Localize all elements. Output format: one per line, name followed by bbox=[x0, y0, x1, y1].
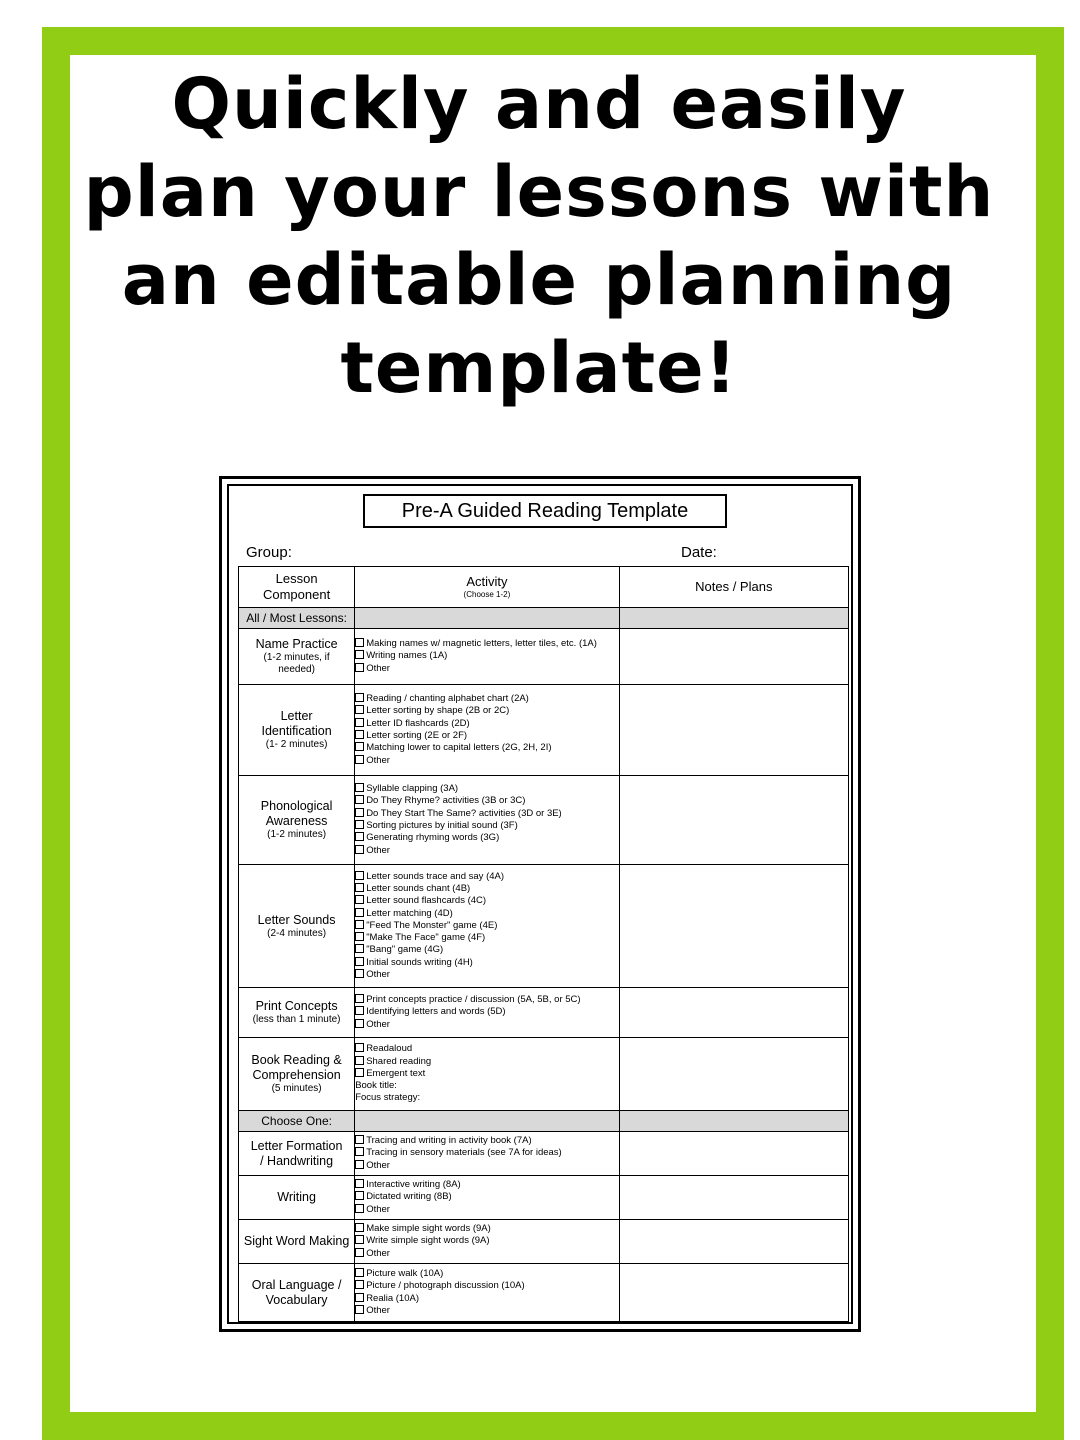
activity-label: Print concepts practice / discussion (5A, 5B, or 5C) bbox=[366, 994, 581, 1006]
section-row bbox=[239, 608, 849, 629]
activity-option[interactable] bbox=[355, 1068, 618, 1080]
section-notes-cell bbox=[619, 1111, 848, 1132]
headline-line: template! bbox=[340, 327, 738, 409]
checkbox-icon[interactable] bbox=[355, 895, 364, 904]
headline-line: an editable planning bbox=[121, 239, 957, 321]
table-header-row bbox=[239, 567, 849, 608]
component-name: Awareness bbox=[265, 814, 328, 828]
activity-label: Other bbox=[366, 1159, 390, 1171]
activity-label: Other bbox=[366, 1203, 390, 1215]
component-name: Identification bbox=[261, 724, 332, 738]
checkbox-icon[interactable] bbox=[355, 663, 364, 672]
activity-cell bbox=[355, 776, 619, 865]
checkbox-icon[interactable] bbox=[355, 1248, 364, 1257]
checkbox-icon[interactable] bbox=[355, 908, 364, 917]
activity-label: Do They Rhyme? activities (3B or 3C) bbox=[366, 795, 526, 807]
component-name: Sight Word Making bbox=[243, 1234, 350, 1248]
section-label: Choose One: bbox=[239, 1111, 355, 1132]
activity-cell bbox=[355, 685, 619, 776]
checkbox-icon[interactable] bbox=[355, 1147, 364, 1156]
activity-option[interactable] bbox=[355, 1043, 618, 1055]
component-name: Vocabulary bbox=[265, 1292, 328, 1307]
activity-label: Emergent text bbox=[366, 1067, 426, 1079]
header-lesson-component bbox=[239, 567, 355, 608]
component-name: Writing bbox=[277, 1190, 316, 1204]
activity-option[interactable] bbox=[355, 808, 618, 820]
checkbox-icon[interactable] bbox=[355, 693, 364, 702]
table-row bbox=[239, 988, 849, 1038]
lesson-component-cell bbox=[239, 1038, 355, 1111]
activity-option[interactable] bbox=[355, 1223, 618, 1235]
checkbox-icon[interactable] bbox=[355, 1268, 364, 1277]
activity-option[interactable] bbox=[355, 705, 618, 717]
table-row bbox=[239, 685, 849, 776]
lesson-component-cell bbox=[239, 1132, 355, 1176]
checkbox-icon[interactable] bbox=[355, 944, 364, 953]
checkbox-icon[interactable] bbox=[355, 932, 364, 941]
activity-option[interactable] bbox=[355, 845, 618, 857]
activity-option[interactable] bbox=[355, 1293, 618, 1305]
activity-label: Other bbox=[366, 754, 390, 766]
template-sheet bbox=[219, 476, 861, 1332]
table-row bbox=[239, 1176, 849, 1220]
header-notes: Notes / Plans bbox=[619, 567, 848, 608]
activity-option[interactable] bbox=[355, 783, 618, 795]
checkbox-icon[interactable] bbox=[355, 832, 364, 841]
activity-option[interactable] bbox=[355, 969, 618, 981]
component-name: Comprehension bbox=[252, 1068, 341, 1082]
notes-cell[interactable] bbox=[619, 776, 848, 865]
checkbox-icon[interactable] bbox=[355, 638, 364, 647]
component-time: (2-4 minutes) bbox=[267, 927, 327, 939]
checkbox-icon[interactable] bbox=[355, 1068, 364, 1077]
activity-option[interactable] bbox=[355, 755, 618, 767]
component-name: Print Concepts bbox=[255, 999, 338, 1013]
header-component-line: Lesson bbox=[275, 571, 318, 586]
lesson-component-cell bbox=[239, 1176, 355, 1220]
activity-label: "Bang" game (4G) bbox=[366, 944, 444, 956]
component-name: Phonological bbox=[260, 799, 333, 813]
activity-option[interactable] bbox=[355, 1191, 618, 1203]
activity-label: Shared reading bbox=[366, 1055, 432, 1067]
activity-option[interactable] bbox=[355, 718, 618, 730]
checkbox-icon[interactable] bbox=[355, 1235, 364, 1244]
checkbox-icon[interactable] bbox=[355, 795, 364, 804]
activity-option[interactable] bbox=[355, 1235, 618, 1247]
component-time: (1-2 minutes) bbox=[267, 829, 327, 840]
activity-label: Letter sorting by shape (2B or 2C) bbox=[366, 705, 510, 717]
activity-option[interactable] bbox=[355, 895, 618, 907]
activity-cell bbox=[355, 1220, 619, 1264]
checkbox-icon[interactable] bbox=[355, 718, 364, 727]
checkbox-icon[interactable] bbox=[355, 1006, 364, 1015]
activity-cell bbox=[355, 1264, 619, 1322]
table-row bbox=[239, 776, 849, 865]
checkbox-icon[interactable] bbox=[355, 1204, 364, 1213]
checkbox-icon[interactable] bbox=[355, 1056, 364, 1065]
activity-option[interactable] bbox=[355, 908, 618, 920]
header-activity bbox=[355, 567, 619, 608]
table-row bbox=[239, 865, 849, 988]
section-row bbox=[239, 1111, 849, 1132]
checkbox-icon[interactable] bbox=[355, 808, 364, 817]
activity-option[interactable] bbox=[355, 1135, 618, 1147]
activity-cell bbox=[355, 988, 619, 1038]
activity-label: Picture walk (10A) bbox=[366, 1267, 444, 1279]
activity-option[interactable] bbox=[355, 1006, 618, 1018]
checkbox-icon[interactable] bbox=[355, 1293, 364, 1302]
activity-option[interactable] bbox=[355, 1056, 618, 1068]
section-notes-cell bbox=[619, 608, 848, 629]
headline-line: plan your lessons with bbox=[83, 151, 995, 233]
notes-cell[interactable] bbox=[619, 865, 848, 988]
checkbox-icon[interactable] bbox=[355, 871, 364, 880]
activity-option[interactable] bbox=[355, 944, 618, 956]
activity-label: Other bbox=[366, 662, 390, 674]
sheet-inner-border bbox=[227, 484, 853, 1324]
activity-label: Sorting pictures by initial sound (3F) bbox=[366, 820, 518, 831]
activity-plain-line: Book title: bbox=[355, 1080, 397, 1092]
header-component-line: Component bbox=[262, 587, 331, 602]
activity-label: Syllable clapping (3A) bbox=[366, 783, 459, 795]
activity-cell bbox=[355, 1176, 619, 1220]
activity-option[interactable] bbox=[355, 957, 618, 969]
checkbox-icon[interactable] bbox=[355, 820, 364, 829]
checkbox-icon[interactable] bbox=[355, 957, 364, 966]
checkbox-icon[interactable] bbox=[355, 730, 364, 739]
activity-option[interactable] bbox=[355, 795, 618, 807]
section-label: All / Most Lessons: bbox=[239, 608, 355, 629]
activity-label: Letter ID flashcards (2D) bbox=[366, 717, 470, 729]
activity-label: "Feed The Monster" game (4E) bbox=[366, 919, 498, 931]
notes-cell[interactable] bbox=[619, 1132, 848, 1176]
component-name: Oral Language / bbox=[251, 1277, 342, 1292]
lesson-plan-table bbox=[238, 566, 849, 1322]
activity-label: Dictated writing (8B) bbox=[366, 1191, 452, 1203]
activity-label: Making names w/ magnetic letters, letter tiles, etc. (1A) bbox=[366, 638, 597, 650]
component-name: Letter Formation bbox=[250, 1138, 343, 1153]
activity-option[interactable] bbox=[355, 1147, 618, 1159]
checkbox-icon[interactable] bbox=[355, 742, 364, 751]
sheet-title: Pre-A Guided Reading Template bbox=[363, 494, 727, 528]
activity-cell bbox=[355, 865, 619, 988]
activity-label: Letter matching (4D) bbox=[366, 907, 453, 919]
lesson-component-cell bbox=[239, 1264, 355, 1322]
header-activity-sub: (Choose 1-2) bbox=[463, 590, 511, 599]
group-label: Group: bbox=[246, 544, 292, 561]
component-name: / Handwriting bbox=[260, 1153, 334, 1168]
activity-option[interactable] bbox=[355, 883, 618, 895]
activity-label: Readaloud bbox=[366, 1043, 413, 1055]
activity-cell bbox=[355, 1038, 619, 1111]
activity-label: Do They Start The Same? activities (3D or 3E) bbox=[366, 807, 562, 819]
activity-label: Letter sorting (2E or 2F) bbox=[366, 730, 468, 741]
activity-label: Other bbox=[366, 1247, 390, 1259]
activity-option[interactable] bbox=[355, 1160, 618, 1172]
checkbox-icon[interactable] bbox=[355, 1191, 364, 1200]
component-time: (1- 2 minutes) bbox=[265, 739, 328, 750]
table-row bbox=[239, 629, 849, 685]
component-time: needed) bbox=[278, 664, 315, 675]
component-name: Letter Sounds bbox=[257, 912, 336, 927]
activity-option[interactable] bbox=[355, 730, 618, 742]
header-activity-label: Activity bbox=[466, 574, 508, 589]
component-name: Name Practice bbox=[255, 637, 338, 651]
activity-label: Reading / chanting alphabet chart (2A) bbox=[366, 693, 529, 705]
lesson-component-cell bbox=[239, 776, 355, 865]
component-time: (5 minutes) bbox=[271, 1083, 322, 1094]
headline-line: Quickly and easily bbox=[171, 63, 907, 145]
activity-option[interactable] bbox=[355, 1019, 618, 1031]
activity-cell bbox=[355, 1132, 619, 1176]
activity-label: Identifying letters and words (5D) bbox=[366, 1006, 506, 1018]
activity-option[interactable] bbox=[355, 832, 618, 844]
checkbox-icon[interactable] bbox=[355, 783, 364, 792]
activity-option[interactable] bbox=[355, 932, 618, 944]
activity-option[interactable] bbox=[355, 1268, 618, 1280]
checkbox-icon[interactable] bbox=[355, 650, 364, 659]
notes-cell[interactable] bbox=[619, 1220, 848, 1264]
activity-label: Picture / photograph discussion (10A) bbox=[366, 1280, 525, 1292]
lesson-component-cell bbox=[239, 1220, 355, 1264]
activity-label: Other bbox=[366, 1018, 390, 1030]
checkbox-icon[interactable] bbox=[355, 1179, 364, 1188]
activity-label: Letter sound flashcards (4C) bbox=[366, 895, 487, 907]
activity-label: Write simple sight words (9A) bbox=[366, 1235, 490, 1247]
activity-label: Letter sounds trace and say (4A) bbox=[366, 870, 505, 882]
activity-label: Other bbox=[366, 969, 390, 981]
checkbox-icon[interactable] bbox=[355, 755, 364, 764]
activity-label: Make simple sight words (9A) bbox=[366, 1223, 491, 1235]
notes-cell[interactable] bbox=[619, 1038, 848, 1111]
notes-cell[interactable] bbox=[619, 988, 848, 1038]
checkbox-icon[interactable] bbox=[355, 1160, 364, 1169]
activity-label: Tracing and writing in activity book (7A) bbox=[366, 1135, 532, 1147]
activity-plain-line: Focus strategy: bbox=[355, 1092, 421, 1104]
activity-option[interactable] bbox=[355, 650, 618, 662]
checkbox-icon[interactable] bbox=[355, 994, 364, 1003]
activity-option[interactable] bbox=[355, 994, 618, 1006]
activity-label: Other bbox=[366, 844, 390, 856]
activity-cell bbox=[355, 629, 619, 685]
checkbox-icon[interactable] bbox=[355, 1223, 364, 1232]
activity-label: Matching lower to capital letters (2G, 2H, 2I) bbox=[366, 742, 552, 754]
activity-option[interactable] bbox=[355, 920, 618, 932]
checkbox-icon[interactable] bbox=[355, 1043, 364, 1052]
activity-label: Tracing in sensory materials (see 7A for ideas) bbox=[366, 1147, 562, 1159]
notes-cell[interactable] bbox=[619, 1264, 848, 1322]
activity-option[interactable] bbox=[355, 1248, 618, 1260]
checkbox-icon[interactable] bbox=[355, 845, 364, 854]
activity-label: Writing names (1A) bbox=[366, 650, 448, 662]
activity-label: Generating rhyming words (3G) bbox=[366, 832, 500, 844]
activity-option[interactable] bbox=[355, 1179, 618, 1191]
activity-option[interactable] bbox=[355, 693, 618, 705]
checkbox-icon[interactable] bbox=[355, 920, 364, 929]
notes-cell[interactable] bbox=[619, 685, 848, 776]
checkbox-icon[interactable] bbox=[355, 1305, 364, 1314]
lesson-component-cell bbox=[239, 988, 355, 1038]
component-time: (1-2 minutes, if bbox=[263, 652, 330, 663]
lesson-component-cell bbox=[239, 865, 355, 988]
table-row bbox=[239, 1038, 849, 1111]
table-row bbox=[239, 1132, 849, 1176]
component-name: Letter bbox=[280, 709, 313, 723]
component-name: Book Reading & bbox=[251, 1053, 342, 1067]
activity-option[interactable] bbox=[355, 820, 618, 832]
activity-option[interactable] bbox=[355, 742, 618, 754]
activity-option[interactable] bbox=[355, 1305, 618, 1317]
checkbox-icon[interactable] bbox=[355, 1135, 364, 1144]
checkbox-icon[interactable] bbox=[355, 883, 364, 892]
date-label: Date: bbox=[681, 544, 717, 561]
activity-label: Letter sounds chant (4B) bbox=[366, 882, 471, 894]
activity-label: Interactive writing (8A) bbox=[366, 1179, 461, 1191]
activity-label: Realia (10A) bbox=[366, 1292, 419, 1304]
headline bbox=[42, 60, 1036, 412]
activity-option[interactable] bbox=[355, 1280, 618, 1292]
activity-option[interactable] bbox=[355, 871, 618, 883]
activity-option[interactable] bbox=[355, 1204, 618, 1216]
notes-cell[interactable] bbox=[619, 629, 848, 685]
activity-option[interactable] bbox=[355, 638, 618, 650]
checkbox-icon[interactable] bbox=[355, 1280, 364, 1289]
section-activity-cell bbox=[355, 608, 619, 629]
activity-label: Initial sounds writing (4H) bbox=[366, 956, 473, 968]
component-time: (less than 1 minute) bbox=[252, 1014, 341, 1025]
activity-label: "Make The Face" game (4F) bbox=[366, 932, 486, 944]
table-row bbox=[239, 1220, 849, 1264]
section-activity-cell bbox=[355, 1111, 619, 1132]
activity-label: Other bbox=[366, 1304, 390, 1316]
checkbox-icon[interactable] bbox=[355, 1019, 364, 1028]
lesson-component-cell bbox=[239, 685, 355, 776]
checkbox-icon[interactable] bbox=[355, 705, 364, 714]
table-row bbox=[239, 1264, 849, 1322]
notes-cell[interactable] bbox=[619, 1176, 848, 1220]
lesson-component-cell bbox=[239, 629, 355, 685]
checkbox-icon[interactable] bbox=[355, 969, 364, 978]
activity-option[interactable] bbox=[355, 663, 618, 675]
